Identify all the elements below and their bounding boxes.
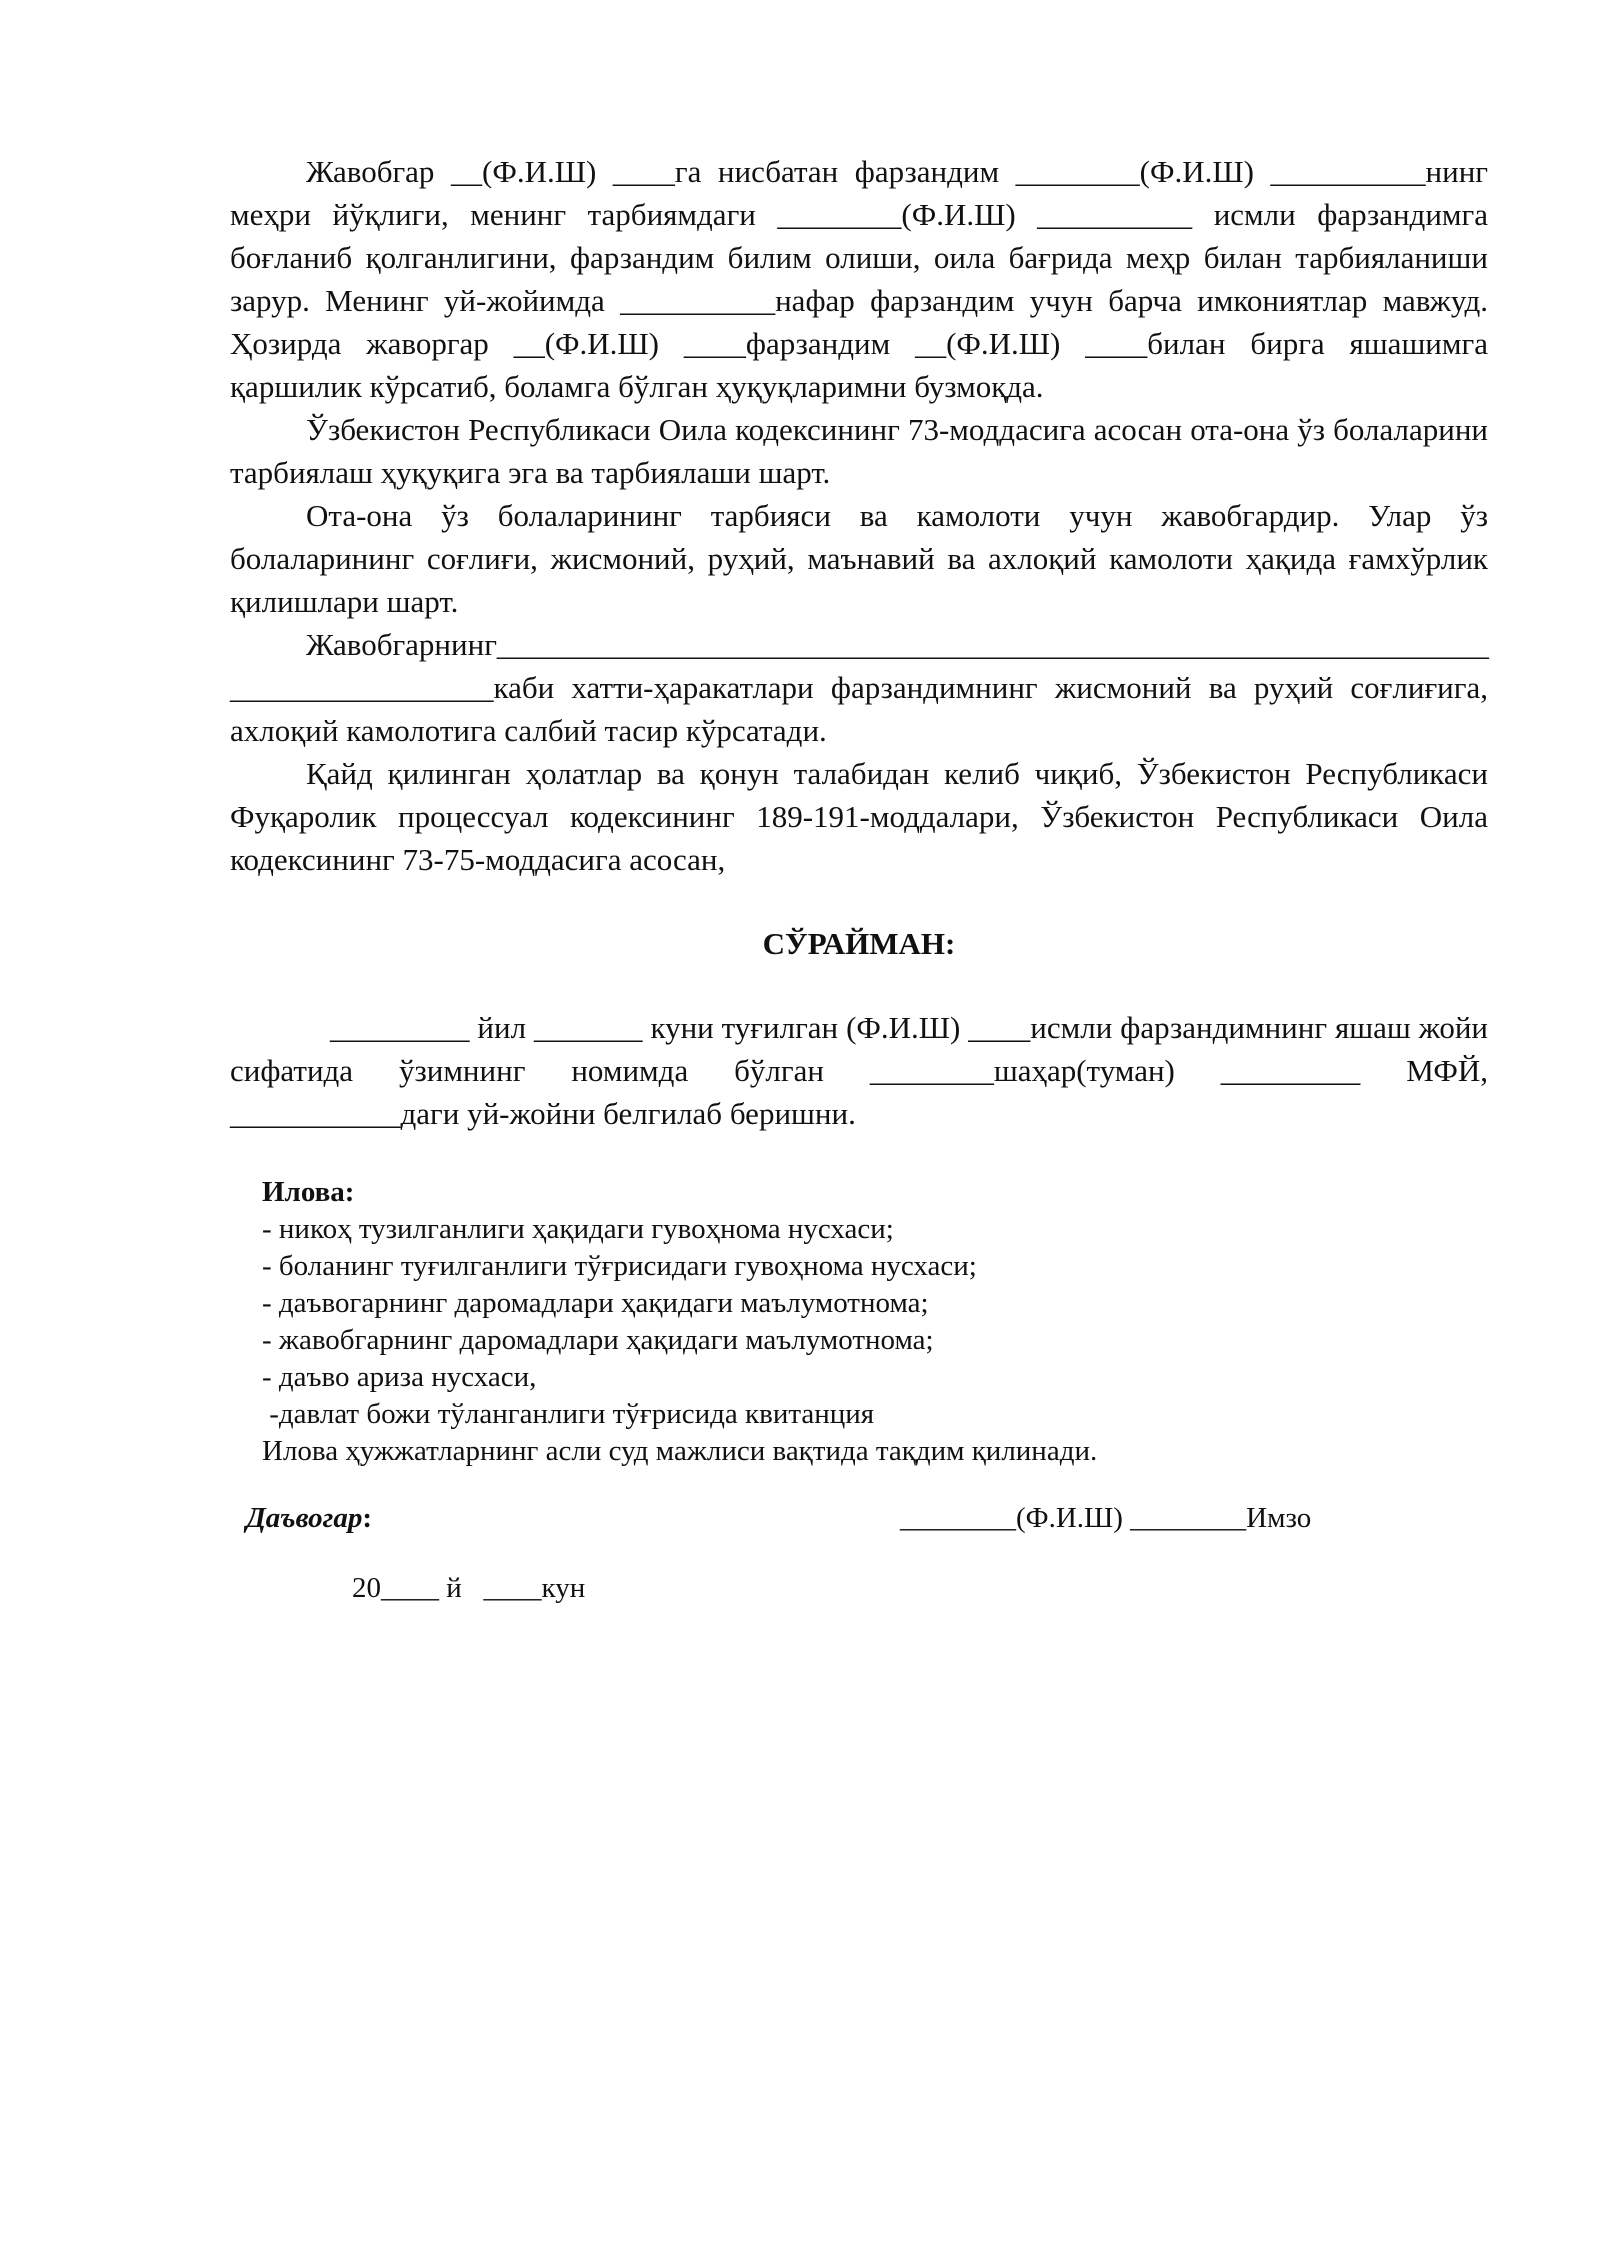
attachment-item: - никоҳ тузилганлиги ҳақидаги гувоҳнома нусхаси;	[262, 1213, 894, 1245]
attachment-item: - боланинг туғилганлиги тўғрисидаги гувоҳнома нусхаси;	[262, 1250, 977, 1282]
attachments-title: Илова:	[262, 1176, 355, 1208]
request-paragraph: _________ йил _______ куни туғилган (Ф.И.Ш) ____исмли фарзандимнинг яшаш жойи сифатида ўзимнинг номимда бўлган ________шаҳар(туман) _________ МФЙ, ___________даги уй-жойни белгилаб беришни.	[230, 1010, 1488, 1131]
attachments-section	[262, 1174, 1482, 1470]
attachment-item: - жавобгарнинг даромадлари ҳақидаги маълумотнома;	[262, 1324, 934, 1356]
document-body	[230, 150, 1488, 881]
paragraph-parental-duty: Ота-она ўз болаларининг тарбияси ва камолоти учун жавобгардир. Улар ўз болаларининг соғлиғи, жисмоний, руҳий, маънавий ва ахлоқий камолоти ҳақида ғамхўрлик қилишлари шарт.	[230, 498, 1488, 619]
attachment-item: -давлат божи тўланганлиги тўғрисида квитанция	[262, 1398, 875, 1430]
paragraph-facts: Жавобгар __(Ф.И.Ш) ____га нисбатан фарзандим ________(Ф.И.Ш) __________нинг меҳри йўқлиги, менинг тарбиямдаги ________(Ф.И.Ш) __________ исмли фарзандимга боғланиб қолганлигини, фарзандим билим олиши, оила бағрида меҳр билан тарбияланиши зарур. Менинг уй-жойимда __________нафар фарзандим учун барча имкониятлар мавжуд. Ҳозирда жаворгар __(Ф.И.Ш) ____фарзандим __(Ф.И.Ш) ____билан бирга яшашимга қаршилик кўрсатиб, боламга бўлган ҳуқуқларимни бузмоқда.	[230, 154, 1488, 404]
request-heading: СЎРАЙМАН:	[762, 926, 956, 961]
attachment-item: - даъво ариза нусхаси,	[262, 1361, 537, 1393]
plaintiff-label	[246, 1502, 372, 1535]
attachment-note: Илова ҳужжатларнинг асли суд мажлиси вақтида тақдим қилинади.	[262, 1435, 1098, 1467]
paragraph-legal-basis: Қайд қилинган ҳолатлар ва қонун талабидан келиб чиқиб, Ўзбекистон Республикаси Фуқаролик процессуал кодексининг 189-191-моддалари, Ўзбекистон Республикаси Оила кодексининг 73-75-моддасига асосан,	[230, 756, 1488, 877]
date-line: 20____ й ____кун	[352, 1572, 586, 1604]
plaintiff-label-colon: :	[362, 1502, 373, 1534]
attachment-item: - даъвогарнинг даромадлари ҳақидаги маълумотнома;	[262, 1287, 929, 1319]
signature-line: ________(Ф.И.Ш) ________Имзо	[900, 1502, 1312, 1534]
plaintiff-label-text: Даъвогар	[246, 1502, 363, 1534]
paragraph-defendant-actions: Жавобгарнинг________________________________________________________________ _________________каби хатти-ҳаракатлари фарзандимнинг жисмоний ва руҳий соғлиғига, ахлоқий камолотига салбий тасир кўрсатади.	[230, 627, 1489, 748]
signature-block	[246, 1502, 1366, 1546]
paragraph-family-code: Ўзбекистон Республикаси Оила кодексининг 73-моддасига асосан ота-она ўз болаларини тарбиялаш ҳуқуқига эга ва тарбиялаши шарт.	[230, 412, 1488, 490]
